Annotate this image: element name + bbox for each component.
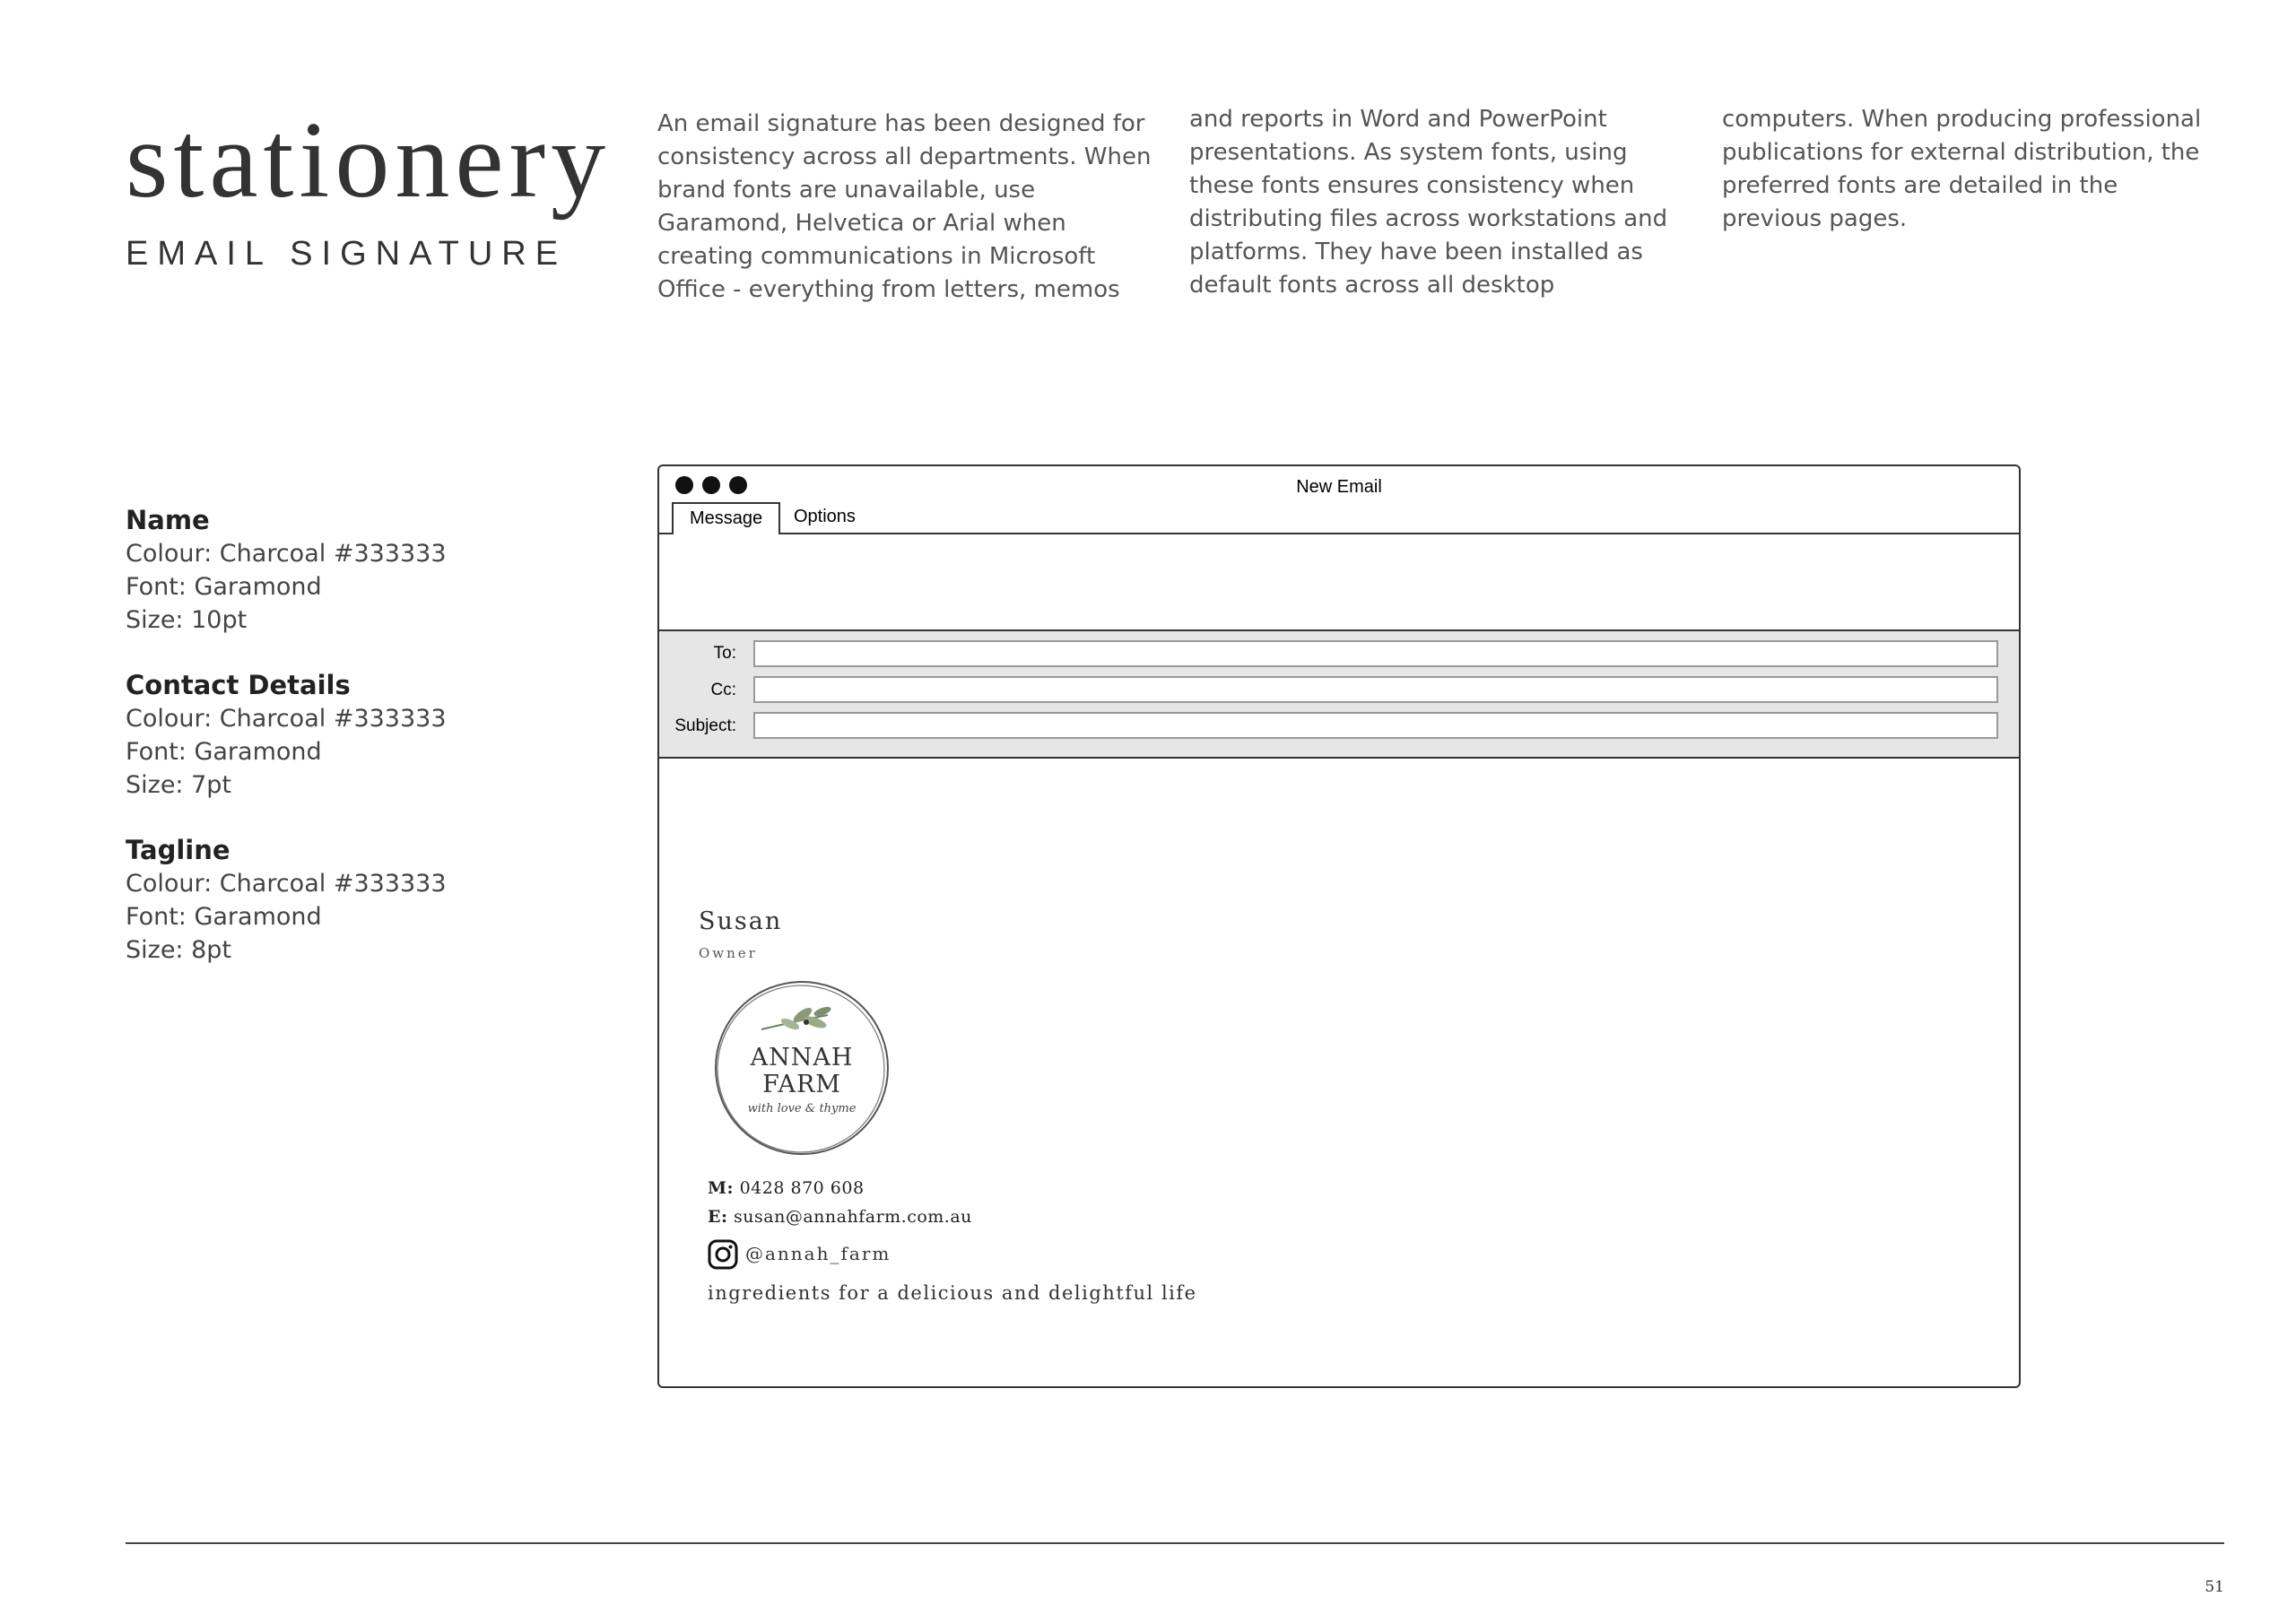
intro-paragraph-col-3: computers. When producing professional publications for external distribution, the preferred fonts are detailed in the previous pages. bbox=[1722, 106, 2202, 232]
instagram-handle[interactable]: @annah_farm bbox=[745, 1243, 891, 1264]
leaf-sprig-icon bbox=[761, 1005, 832, 1032]
mobile-number: 0428 870 608 bbox=[739, 1178, 865, 1198]
spec-heading: Tagline bbox=[126, 835, 230, 865]
signature-role: Owner bbox=[699, 945, 758, 961]
spec-name bbox=[126, 503, 628, 637]
spec-size: Size: 8pt bbox=[126, 936, 232, 964]
page-title: stationery bbox=[126, 100, 612, 221]
mobile-label: M: bbox=[708, 1178, 735, 1198]
contact-email bbox=[708, 1207, 972, 1227]
spec-colour: Colour: Charcoal #333333 bbox=[126, 540, 447, 568]
cc-field[interactable] bbox=[753, 676, 1998, 703]
spec-size: Size: 7pt bbox=[126, 771, 232, 799]
instagram-icon[interactable] bbox=[708, 1239, 738, 1270]
annah-farm-logo bbox=[709, 976, 894, 1160]
spec-contact-details bbox=[126, 668, 628, 802]
spec-heading: Contact Details bbox=[126, 670, 351, 700]
logo-text-line2: FARM bbox=[762, 1071, 841, 1098]
contact-mobile bbox=[708, 1178, 865, 1198]
email-address[interactable]: susan@annahfarm.com.au bbox=[734, 1207, 972, 1227]
to-label: To: bbox=[713, 644, 736, 663]
subject-label: Subject: bbox=[674, 716, 736, 735]
tab-divider bbox=[659, 533, 2019, 534]
email-window bbox=[657, 464, 2021, 1388]
tab-message[interactable]: Message bbox=[672, 502, 780, 534]
page-number: 51 bbox=[2205, 1578, 2224, 1596]
spec-colour: Colour: Charcoal #333333 bbox=[126, 705, 447, 733]
intro-paragraph-col-2: and reports in Word and PowerPoint presentations. As system fonts, using these fonts ensures consistency when distributing files across workstations and platforms. They have been installed as default fonts across all desktop bbox=[1189, 106, 1668, 299]
signature-tagline: ingredients for a delicious and delightful life bbox=[708, 1282, 1197, 1304]
page-subtitle: EMAIL SIGNATURE bbox=[126, 235, 568, 273]
footer-divider bbox=[126, 1542, 2224, 1544]
subject-field[interactable] bbox=[753, 712, 1998, 739]
spec-tagline bbox=[126, 833, 628, 967]
window-title: New Email bbox=[1296, 477, 1382, 497]
header-fields bbox=[659, 629, 2019, 759]
logo-text-line1: ANNAH bbox=[750, 1044, 854, 1072]
cc-label: Cc: bbox=[710, 681, 736, 699]
email-label: E: bbox=[708, 1207, 728, 1227]
tab-options[interactable]: Options bbox=[794, 507, 856, 526]
to-field[interactable] bbox=[753, 640, 1998, 667]
spec-font: Font: Garamond bbox=[126, 573, 322, 601]
spec-font: Font: Garamond bbox=[126, 738, 322, 766]
spec-font: Font: Garamond bbox=[126, 903, 322, 931]
logo-script: with love & thyme bbox=[747, 1102, 857, 1115]
signature-name: Susan bbox=[699, 907, 783, 935]
spec-colour: Colour: Charcoal #333333 bbox=[126, 870, 447, 898]
spec-heading: Name bbox=[126, 505, 210, 535]
spec-size: Size: 10pt bbox=[126, 606, 248, 634]
intro-paragraph-col-1: An email signature has been designed for consistency across all departments. When brand fonts are unavailable, use Garamond, Helvetica or Arial when creating communications in Microsoft Office - everything from letters, memos bbox=[657, 110, 1152, 303]
